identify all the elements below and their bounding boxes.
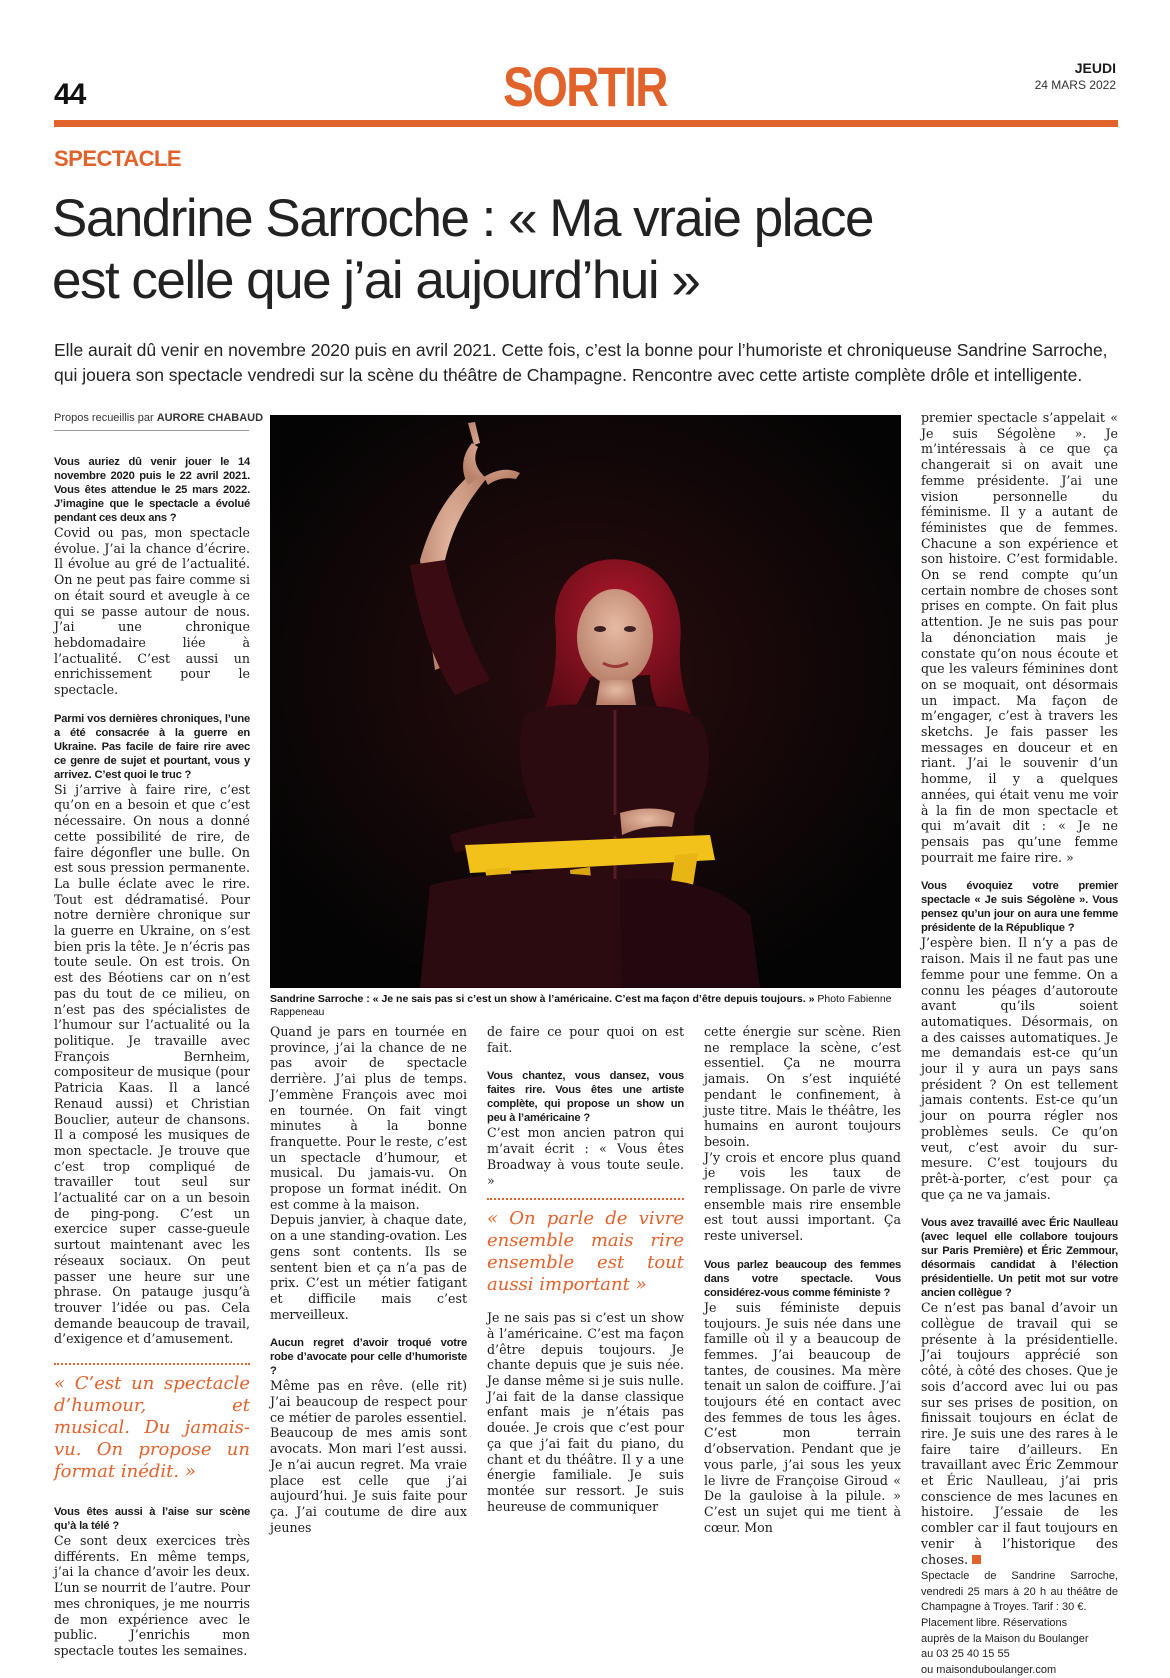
byline-author: AURORE CHABAUD [156,412,264,424]
question: Vous avez travaillé avec Éric Naulleau (avec lequel elle collabore toujours sur Paris Première) et Éric Zemmour, désormais candidat à l’élection présidentielle. Un petit mot sur votre ancien collègue ? [921,1217,1118,1300]
answer: cette énergie sur scène. Rien ne remplace la scène, c’est essentiel. Ça ne mourra jamais. On s’est inquiété pendant le confinement, à juste titre. Mais le théâtre, les humains en auront toujours besoin. [704,1024,901,1149]
answer: J’espère bien. Il n’y a pas de raison. Mais il ne faut pas une femme pour une femme. On a connu les péages d’autoroute avant qu’ils soient automatiques. Désormais, on a des caisses automatiques. Je me demandais est-ce qu’un jour il y aura un pays sans président ? On est tellement jamais contents. Est-ce qu’un jour on pourra régler nos problèmes seuls. Ce qu’on veut, c’est avoir du sur-mesure. C’est toujours du prêt-à-porter, c’est pour ça que ça ne va jamais. [921,935,1118,1202]
info-phone: au 03 25 40 15 55 [921,1648,1010,1661]
issue-date: 24 MARS 2022 [1034,78,1116,92]
standfirst-line-2: qui jouera son spectacle vendredi sur la scène du théâtre de Champagne. Rencontre avec cette artiste complète drôle et intelligente. [54,365,1083,385]
question: Parmi vos dernières chroniques, l’une a été consacrée à la guerre en Ukraine. Pas facile de faire rire avec ce genre de sujet et pourtant, vous y arrivez. C’est quoi le truc ? [54,712,250,781]
answer: Covid ou pas, mon spectacle évolue. J’ai la chance d’écrire. Il évolue au gré de l’actualité. On ne peut pas faire comme si on était sourd et aveugle à ce qui se passe autour de nous. J’ai une chronique hebdomadaire liée à l’actualité. C’est aussi un enrichissement pour le spectacle. [54,525,250,698]
issue-day: JEUDI [1074,60,1116,76]
standfirst-line-1: Elle aurait dû venir en novembre 2020 puis en avril 2021. Cette fois, c’est la bonne pour l’humoriste et chroniqueuse Sandrine Sarroche, [54,340,1108,360]
section-title: SORTIR [503,55,667,118]
answer-text: Ce n’est pas banal d’avoir un collègue de travail qui se présente à la présidentielle. J’ai toujours apprécié son côté, à côté des choses. Que je sois d’accord avec lui ou pas sur ses prises de position, on finissait toujours en éclat de rire. Je suis une des rares à le faire taire d’ailleurs. En travaillant avec Éric Zemmour et Éric Naulleau, j’ai pris conscience de mes lacunes en histoire. J’essaie de les combler car il faut toujours en venir à l’historique des choses. [921,1300,1118,1567]
info-line: Placement libre. Réservations [921,1617,1068,1630]
practical-info [921,1569,1118,1678]
answer: Même pas en rêve. (elle rit) J’ai beaucoup de respect pour ce métier de paroles essentiel. Beaucoup de mes amis sont avocats. Mon mari l’est aussi. Je n’ai aucun regret. Ma vraie place est celle que j’ai aujourd’hui. Je suis faite pour ça. J’ai coutume de dire aux jeunes [270,1378,467,1535]
headline [52,188,1132,312]
question: Vous chantez, vous dansez, vous faites rire. Vous êtes une artiste complète, qui propose un show un peu à l’américaine ? [487,1070,684,1125]
column-4 [704,1024,901,1535]
column-2 [270,1024,467,1535]
performer-illustration [270,415,901,988]
answer: C’est mon ancien patron qui m’avait écrit : « Vous êtes Broadway à vous toute seule. » [487,1125,684,1188]
headline-line-1: Sandrine Sarroche : « Ma vraie place [52,189,873,248]
question: Vous parlez beaucoup des femmes dans votre spectacle. Vous considérez-vous comme féministe ? [704,1258,901,1299]
info-line: auprès de la Maison du Boulanger [921,1632,1089,1645]
byline-prefix: Propos recueillis par [54,412,154,424]
answer: Si j’arrive à faire rire, c’est qu’on en a besoin et que c’est nécessaire. On nous a donné cette possibilité de rire, de faire dégonfler une bulle. On est sous pression permanente. La bulle éclate avec le rire. Tout est dédramatisé. Pour notre dernière chronique sur la guerre en Ukraine, on s’est bien pris la tête. Je n’écris pas toute seule. On est trois. On est des Béotiens car on n’est pas du tout de ce milieu, on n’est pas des spécialistes de l’humour sur l’actualité ou la politique. Je travaille avec François Bernheim, compositeur de musique (pour Patricia Kaas. Il a lancé Renaud aussi) et Christian Bouclier, auteur de chansons. Il a composé les musiques de mon spectacle. Je trouve que c’est trop compliqué de travailler tout seul sur l’actualité car on a un besoin de ping-pong. C’est un exercice super casse-gueule surtout maintenant avec les réseaux sociaux. On peut passer une heure sur une phrase. On pataugе jusqu’à trouver l’idée ou pas. Cela demande beaucoup de travail, d’exigence et d’amusement. [54,781,250,1347]
end-mark-icon [972,1555,981,1564]
answer: Je ne sais pas si c’est un show à l’américaine. C’est ma façon d’être depuis toujours. Je chante depuis que je suis née. Je danse même si je suis nulle. J’ai fait de la danse classique enfant mais je n’étais pas douée. Je crois que c’est pour ça que j’ai fait du piano, du chant et du théâtre. Il y a une énergie familiale. Je suis montée sur ressort. Je suis heureuse de communiquer [487,1310,684,1514]
info-text: Spectacle de Sandrine Sarroche, vendredi 25 mars à 20 h au théâtre de Champagne à Troyes. Tarif : 30 €. [921,1570,1118,1614]
answer: J’y crois et encore plus quand je vois les taux de remplissage. On parle de vivre ensemble mais rire ensemble est tout aussi important. Ça reste universel. [704,1149,901,1244]
headline-line-2: est celle que j’ai aujourd’hui » [52,251,700,310]
pull-quote: « C’est un spectacle d’humour, et musical. Du jamais-vu. On propose un format inédit. » [54,1373,250,1483]
answer: premier spectacle s’appelait « Je suis Ségolène ». Je m’intéressais à ce que ça changerait si on avait une femme présidente. J’ai une vision personnelle du féminisme. Il y a autant de féministes que de femmes. Chacune a son expérience et son histoire. C’est formidable. On se rend compte qu’un certain nombre de choses sont prises en compte. On fait plus attention. Je ne suis pas pour la dénonciation mais je constate qu’on nous écoute et que les valeurs féminines dont on se moquait, ont désormais un impact. Ma façon de m’engager, c’est à travers les sketchs. Je fais passer les messages en douceur et en riant. J’ai le souvenir d’un homme, il y a quelques années, qui était venu me voir à la fin de mon spectacle et qui m’avait dit : « Je ne pensais pas qu’une femme pourrait me faire rire. » [921,410,1118,865]
pull-quote: « On parle de vivre ensemble mais rire ensemble est tout aussi important » [487,1208,684,1296]
answer: Quand je pars en tournée en province, j’ai la chance de ne pas avoir de spectacle derrière. J’ai plus de temps. J’emmène François avec moi en tournée. On fait vingt minutes à la bonne franquette. Pour le reste, c’est un spectacle d’humour, et musical. Du jamais-vu. On propose un format inédit. On est comme à la maison. [270,1024,467,1212]
pull-quote-divider [54,1363,250,1365]
photo-credit: Photo Fabienne Rappeneau [270,993,892,1018]
question: Aucun regret d’avoir troqué votre robe d’avocate pour celle d’humoriste ? [270,1337,467,1378]
answer: de faire ce pour quoi on est fait. [487,1024,684,1055]
answer: Je suis féministe depuis toujours. Je suis née dans une famille où il y a beaucoup de femmes. J’ai beaucoup de tantes, de cousines. Ma mère tenait un salon de coiffure. J’ai toujours été en contact avec des femmes de tous les âges. C’est mon terrain d’observation. Pendant que je vous parle, j’ai sous les yeux le livre de Françoise Giroud « De la gauloise à la pilule. » C’est un sujet qui me tient à cœur. Mon [704,1299,901,1535]
info-website: ou maisonduboulanger.com [921,1663,1057,1676]
answer [921,1300,1118,1567]
photo-caption [270,993,910,1019]
standfirst [54,338,1118,388]
column-5 [921,410,1118,1678]
question: Vous êtes aussi à l’aise sur scène qu’à la télé ? [54,1506,250,1533]
performer-photo [270,415,901,988]
pull-quote-divider [487,1198,684,1200]
column-3 [487,1024,684,1514]
byline-divider [54,430,249,431]
caption-text: Sandrine Sarroche : « Je ne sais pas si c’est un show à l’américaine. C’est ma façon d’être depuis toujours. » [270,993,815,1005]
answer: Ce sont deux exercices très différents. En même temps, j’ai la chance d’avoir les deux. L’un se nourrit de l’autre. Pour mes chroniques, je me nourris de mon expérience avec le public. J’enrichis mon spectacle toutes les semaines. [54,1533,250,1658]
answer: Depuis janvier, à chaque date, on a une standing-ovation. Les gens sont contents. Ils se sentent bien et ça n’a pas de prix. C’est un métier fatigant et difficile mais c’est merveilleux. [270,1212,467,1322]
rubric: SPECTACLE [54,146,182,171]
question: Vous évoquiez votre premier spectacle « Je suis Ségolène ». Vous pensez qu’un jour on aura une femme présidente de la République ? [921,880,1118,935]
question: Vous auriez dû venir jouer le 14 novembre 2020 puis le 22 avril 2021. Vous êtes attendue le 25 mars 2022. J’imagine que le spectacle a évolué pendant ces deux ans ? [54,456,250,524]
header-rule [54,120,1118,127]
page-number: 44 [54,78,86,111]
byline [54,412,263,424]
column-1 [54,455,250,1659]
